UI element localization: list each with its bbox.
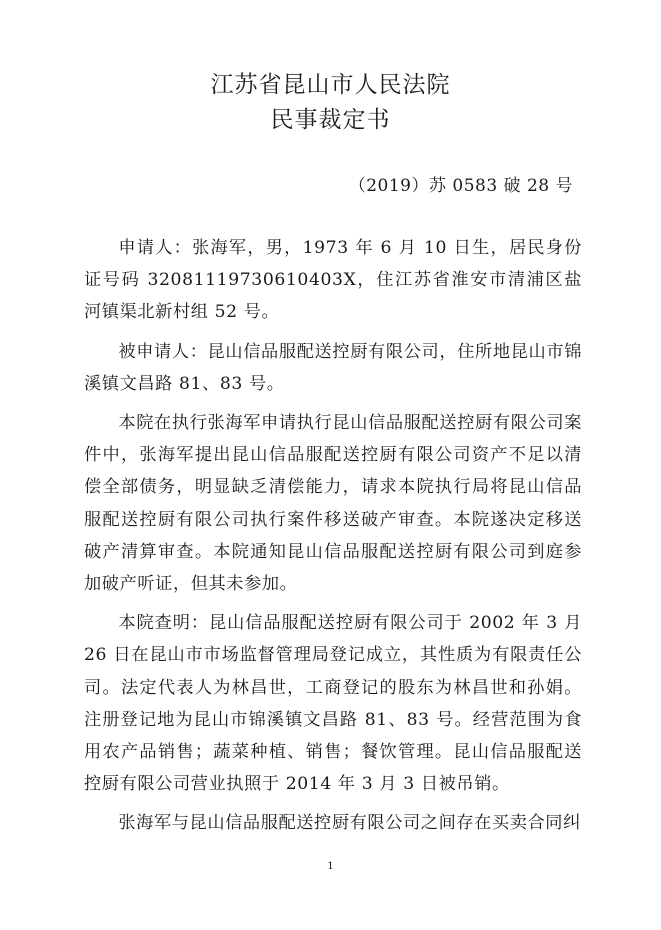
- paragraph-applicant: 申请人：张海军，男，1973 年 6 月 10 日生，居民身份证号码 320811197306104​03X，住江苏省淮安市清浦区盐河镇渠北新村组 52 号。: [84, 238, 582, 323]
- document-body: [84, 232, 582, 847]
- paragraph-respondent: 被申请人：昆山信品服配送控厨有限公司，住所地昆山市锦溪镇文昌路 81、83 号。: [84, 341, 582, 394]
- case-number: （2019）苏 0583 破 28 号: [348, 176, 573, 196]
- paragraph-procedure: 本院在执行张海军申请执行昆山信品服配送控厨有限公司案件中，张海军提出昆山信品服配送控厨有限公司资产不足以清偿全部债务，明显缺乏清偿能力，请求本院执行局将昆山信品服配送控厨有限公司执行案件移送破产审查。本院遂决定移送破产清算审查。本院通知昆山信品服配送控厨有限公司到庭参加破产听证，但其未参加。: [84, 413, 582, 595]
- paragraph-dispute: 张海军与昆山信品服配送控厨有限公司之间存在买卖合同纠: [118, 813, 581, 834]
- document-type-title: 民事裁定书: [270, 107, 391, 133]
- paragraph-findings: 本院查明：昆山信品服配送控厨有限公司于 2002 年 3 月 26 日在昆山市市场监督管理局登记成立，其性质为有限责任公司。法定代表人为林昌世，工商登记的股东为林昌世和孙娟。注册登记地为昆山市锦溪镇文昌路 81、83 号。经营范围为食用农产品销售；蔬菜种植、销售；餐饮管理。昆山信品服配送控厨有限公司营业执照于 2014 年 3 月 3 日被吊销。: [84, 613, 582, 795]
- court-name: 江苏省昆山市人民法院: [210, 72, 451, 98]
- page-number: 1: [327, 861, 334, 872]
